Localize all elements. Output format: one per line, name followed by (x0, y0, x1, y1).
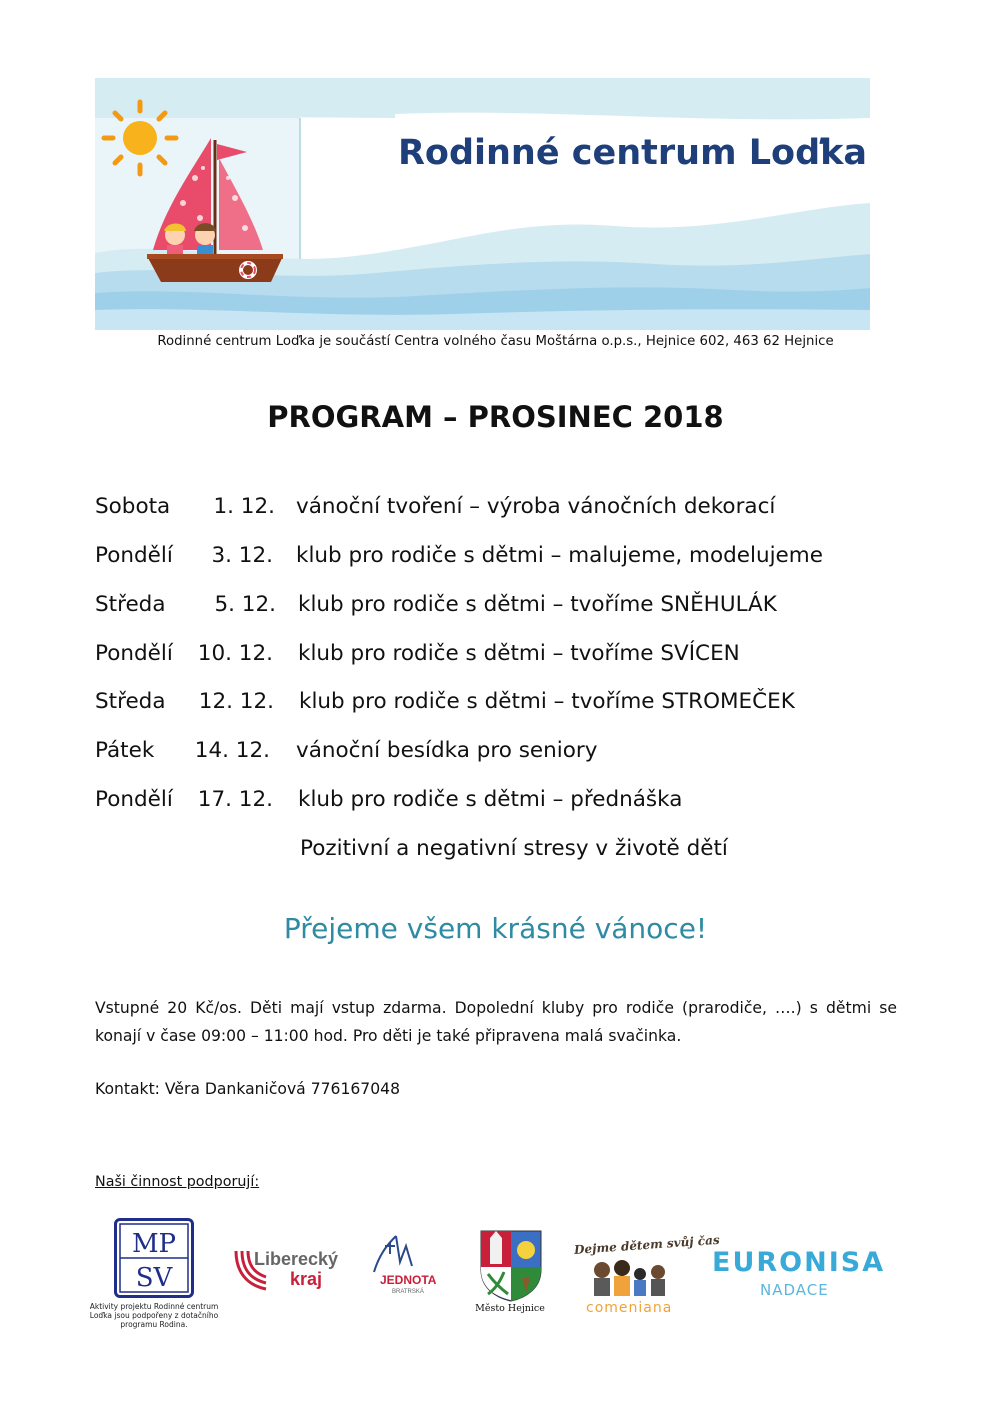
schedule-day: Pátek (95, 738, 155, 763)
schedule-description: klub pro rodiče s dětmi – tvoříme SNĚHULÁK (298, 592, 777, 617)
schedule-day: Pondělí (95, 641, 173, 666)
schedule-description: klub pro rodiče s dětmi – tvoříme STROMEČEK (299, 689, 795, 714)
program-title: PROGRAM – PROSINEC 2018 (267, 400, 724, 434)
jednota-bratrska-logo (366, 1232, 438, 1302)
liberecky-text: Liberecký (254, 1249, 339, 1269)
schedule-description: Pozitivní a negativní stresy v životě dětí (300, 836, 728, 861)
people-icon (594, 1260, 665, 1296)
mpsv-logo (114, 1218, 194, 1298)
contact-text: Kontakt: Věra Dankaničová 776167048 (95, 1080, 400, 1098)
svg-text:MP: MP (131, 1229, 177, 1259)
schedule-date: 3. 12. (211, 543, 273, 568)
organization-address: Rodinné centrum Loďka je součástí Centra volného času Moštárna o.p.s., Hejnice 602, 463 62 Hejnice (157, 334, 834, 349)
schedule-description: klub pro rodiče s dětmi – tvoříme SVÍCEN (298, 641, 740, 666)
comeniana-logo (572, 1232, 721, 1320)
hejnice-shield-icon (478, 1228, 544, 1302)
banner-illustration (95, 78, 870, 330)
schedule-description: vánoční besídka pro seniory (296, 738, 598, 763)
schedule-description: klub pro rodiče s dětmi – malujeme, modelujeme (296, 543, 823, 568)
liberecky-kraj-mark (232, 1245, 342, 1293)
schedule-day: Sobota (95, 494, 171, 519)
schedule-date: 12. 12. (198, 689, 274, 714)
liberecky-kraj-logo (232, 1245, 342, 1297)
header-banner (95, 78, 870, 330)
schedule-date: 10. 12. (197, 641, 273, 666)
mpsv-logo-mark (117, 1221, 191, 1295)
mpsv-caption: Aktivity projektu Rodinné centrum Loďka jsou podpořeny z dotačního programu Rodina. (89, 1302, 219, 1329)
hejnice-caption: Město Hejnice (475, 1303, 545, 1314)
schedule-date: 1. 12. (213, 494, 275, 519)
schedule-day: Středa (95, 689, 166, 714)
schedule-day: Pondělí (95, 543, 173, 568)
hejnice-coat-of-arms (478, 1228, 544, 1306)
schedule-date: 14. 12. (194, 738, 270, 763)
schedule-description: vánoční tvoření – výroba vánočních dekorací (296, 494, 776, 519)
kraj-text: kraj (290, 1269, 323, 1289)
schedule-description: klub pro rodiče s dětmi – přednáška (298, 787, 683, 812)
bratrska-text: BRATRSKÁ (392, 1289, 424, 1295)
schedule-date: 17. 12. (197, 787, 273, 812)
jednota-mark (366, 1232, 438, 1298)
schedule-date: 5. 12. (214, 592, 276, 617)
sponsors-heading: Naši činnost podporují: (95, 1174, 260, 1190)
euronisa-logo: EURONISA (712, 1247, 886, 1278)
schedule-day: Středa (95, 592, 166, 617)
nadace-text: NADACE (760, 1281, 829, 1299)
entry-fee-text: Vstupné 20 Kč/os. Děti mají vstup zdarma. Dopolední kluby pro rodiče (prarodiče, ….) s dětmi se konají v čase 09:00 – 11:00 hod. Pro děti je také připravena malá svačinka. (95, 999, 897, 1045)
comeniana-slogan: Dejme dětem svůj čas (573, 1232, 721, 1257)
schedule-day: Pondělí (95, 787, 173, 812)
comeniana-name: comeniana (586, 1300, 673, 1316)
sun-icon (104, 102, 176, 174)
christmas-greeting: Přejeme všem krásné vánoce! (283, 912, 708, 945)
svg-text:SV: SV (135, 1263, 173, 1293)
banner-title: Rodinné centrum Loďka (397, 133, 868, 173)
jednota-text: JEDNOTA (380, 1273, 437, 1287)
comeniana-mark (572, 1232, 721, 1316)
